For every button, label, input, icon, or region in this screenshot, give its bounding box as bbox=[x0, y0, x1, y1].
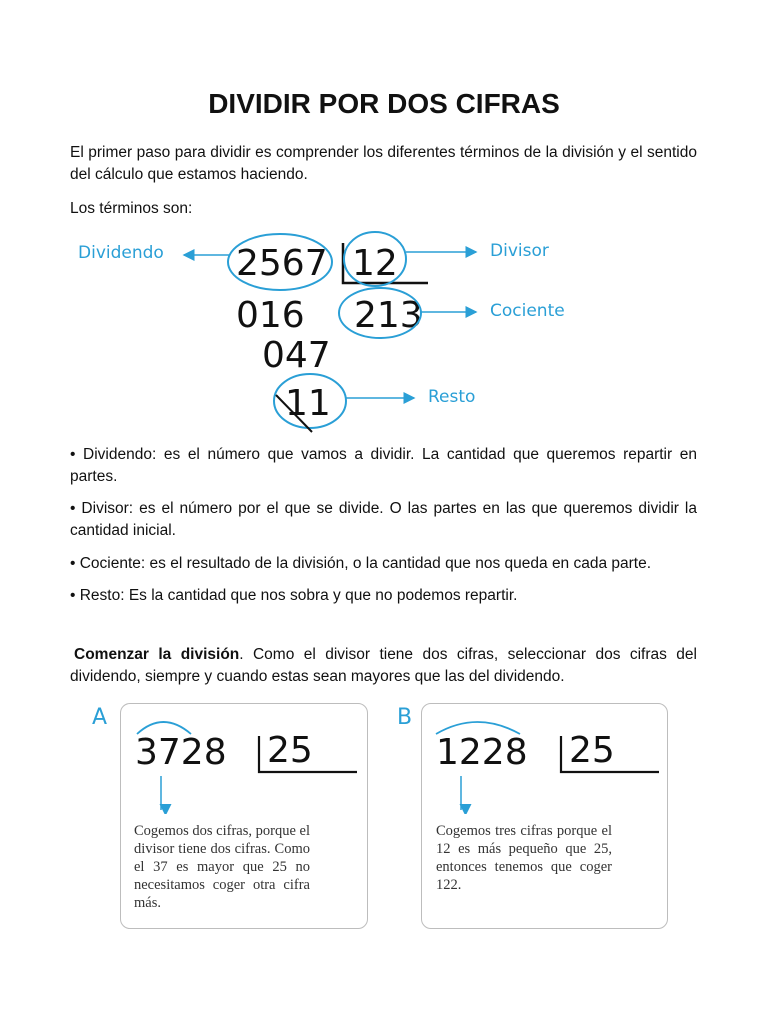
example-a-divisor: 25 bbox=[267, 730, 313, 771]
bullet-cociente: • Cociente: es el resultado de la división, o la cantidad que nos queda en cada parte. bbox=[70, 555, 652, 572]
example-b-box bbox=[421, 703, 668, 929]
example-a-division bbox=[121, 704, 367, 814]
diagram-partial-2: 047 bbox=[262, 335, 331, 376]
example-b-text: Cogemos tres cifras porque el 12 es más pequeño que 25, entonces tenemos que coger 122. bbox=[436, 823, 612, 893]
start-paragraph bbox=[70, 644, 697, 688]
terms-heading: Los términos son: bbox=[70, 200, 193, 217]
start-bold: Comenzar la división bbox=[74, 646, 240, 663]
diagram-quotient: 213 bbox=[354, 295, 423, 336]
division-terms-diagram bbox=[0, 225, 768, 440]
diagram-remainder: 11 bbox=[285, 383, 331, 424]
label-dividendo: Dividendo bbox=[78, 243, 164, 263]
example-b-division bbox=[422, 704, 667, 814]
example-a-letter: A bbox=[92, 705, 108, 730]
diagram-divisor: 12 bbox=[352, 243, 398, 284]
example-b-dividend: 1228 bbox=[436, 732, 528, 773]
bullet-dividendo: • Dividendo: es el número que vamos a dividir. La cantidad que queremos repartir en partes. bbox=[70, 446, 697, 485]
label-divisor: Divisor bbox=[490, 241, 549, 261]
diagram-dividend: 2567 bbox=[236, 243, 328, 284]
diagram-partial-1: 016 bbox=[236, 295, 305, 336]
example-b-letter: B bbox=[397, 705, 413, 730]
bullet-divisor: • Divisor: es el número por el que se divide. O las partes en las que queremos dividir la cantidad inicial. bbox=[70, 500, 697, 539]
bullet-resto: • Resto: Es la cantidad que nos sobra y que no podemos repartir. bbox=[70, 587, 518, 604]
example-a-box bbox=[120, 703, 368, 929]
intro-paragraph: El primer paso para dividir es comprender los diferentes términos de la división y el sentido del cálculo que estamos haciendo. bbox=[70, 144, 697, 183]
page-title: DIVIDIR POR DOS CIFRAS bbox=[208, 88, 560, 119]
example-a-dividend: 3728 bbox=[135, 732, 227, 773]
start-text: . Como el divisor tiene dos cifras, seleccionar dos cifras del dividendo, siempre y cuando estas sean mayores que las del dividendo. bbox=[70, 646, 697, 685]
example-b-divisor: 25 bbox=[569, 730, 615, 771]
example-a-text: Cogemos dos cifras, porque el divisor tiene dos cifras. Como el 37 es mayor que 25 no necesitamos coger otra cifra más. bbox=[134, 823, 310, 911]
label-cociente: Cociente bbox=[490, 301, 565, 321]
label-resto: Resto bbox=[428, 387, 476, 407]
